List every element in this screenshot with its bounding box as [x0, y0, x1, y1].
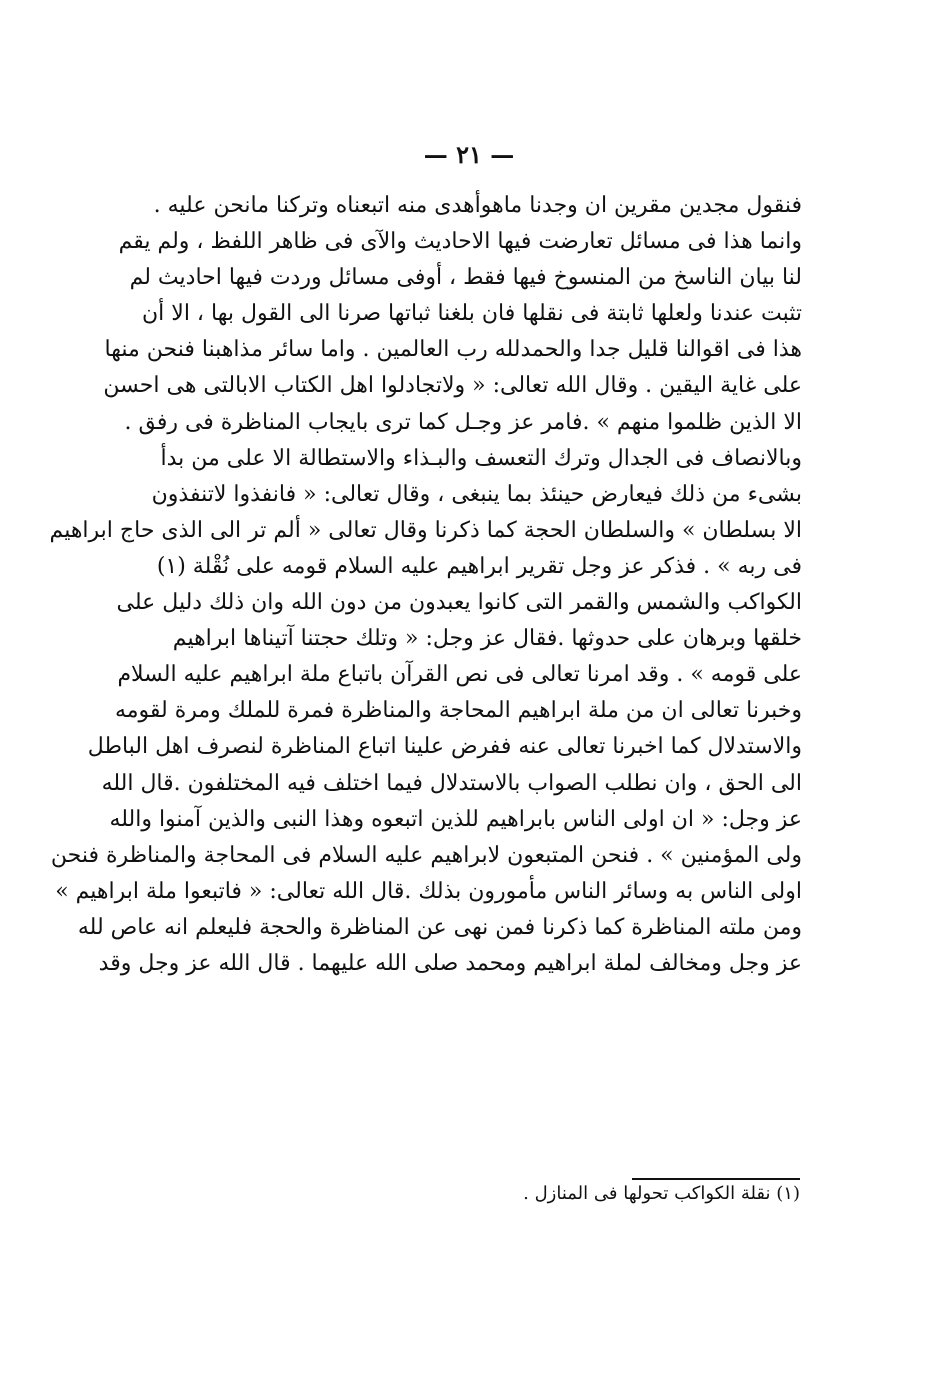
text-line: فى ربه » . فذكر عز وجل تقرير ابراهيم عليه السلام قومه على نُقْلة (١) — [156, 553, 802, 579]
text-line: الى الحق ، وان نطلب الصواب بالاستدلال فيما اختلف فيه المختلفون .قال الله — [101, 770, 802, 796]
text-line: خلقها وبرهان على حدوثها .فقال عز وجل: « وتلك حجتنا آتيناها ابراهيم — [172, 626, 802, 652]
text-line: فنقول مجدين مقرين ان وجدنا ماهوأهدى منه اتبعناه وتركنا مانحن عليه . — [153, 193, 802, 218]
text-line: لنا بيان الناسخ من المنسوخ فيها فقط ، أوفى مسائل وردت فيها احاديث لم — [129, 265, 802, 291]
text-line: على غاية اليقين . وقال الله تعالى: « ولاتجادلوا اهل الكتاب الابالتى هى احسن — [103, 373, 802, 399]
text-line: اولى الناس به وسائر الناس مأمورون بذلك .قال الله تعالى: « فاتبعوا ملة ابراهيم » — [55, 878, 802, 904]
text-line: عز وجل ومخالف لملة ابراهيم ومحمد صلى الله عليهما . قال الله عز وجل وقد — [98, 950, 802, 976]
footnote: (١) نقلة الكواكب تحولها فى المنازل . — [523, 1183, 800, 1204]
body-text — [49, 188, 802, 982]
text-line: وانما هذا فى مسائل تعارضت فيها الاحاديث والآى فى ظاهر اللفظ ، ولم يقم — [118, 229, 802, 255]
text-line: هذا فى اقوالنا قليل جدا والحمدلله رب العالمين . واما سائر مذاهبنا فنحن منها — [104, 337, 802, 363]
text-line: والاستدلال كما اخبرنا تعالى عنه ففرض علينا اتباع المناظرة لنصرف اهل الباطل — [87, 734, 802, 760]
text-line: ومن ملته المناظرة كما ذكرنا فمن نهى عن المناظرة والحجة فليعلم انه عاص لله — [77, 914, 802, 940]
text-line: على قومه » . وقد امرنا تعالى فى نص القرآن باتباع ملة ابراهيم عليه السلام — [117, 662, 802, 688]
text-line: عز وجل: « ان اولى الناس بابراهيم للذين اتبعوه وهذا النبى والذين آمنوا والله — [109, 806, 802, 832]
text-line: الا الذين ظلموا منهم » .فامر عز وجـل كما ترى بايجاب المناظرة فى رفق . — [124, 409, 802, 435]
text-line: الكواكب والشمس والقمر التى كانوا يعبدون من دون الله وان ذلك دليل على — [116, 590, 802, 616]
page-number: — ٢١ — — [423, 140, 515, 169]
text-line: وبالانصاف فى الجدال وترك التعسف والبـذاء والاستطالة الا على من بدأ — [160, 445, 802, 471]
text-line: بشىء من ذلك فيعارض حينئذ بما ينبغى ، وقال تعالى: « فانفذوا لاتنفذون — [151, 481, 802, 507]
text-line: وخبرنا تعالى ان من ملة ابراهيم المحاجة والمناظرة فمرة للملك ومرة لقومه — [114, 698, 802, 724]
text-line: ولى المؤمنين » . فنحن المتبعون لابراهيم عليه السلام فى المحاجة والمناظرة فنحن — [50, 842, 802, 868]
text-line: تثبت عندنا ولعلها ثابتة فى نقلها فان بلغنا ثباتها صرنا الى القول بها ، الا أن — [142, 301, 802, 327]
text-line: الا بسلطان » والسلطان الحجة كما ذكرنا وقال تعالى « ألم تر الى الذى حاج ابراهيم — [49, 517, 802, 543]
